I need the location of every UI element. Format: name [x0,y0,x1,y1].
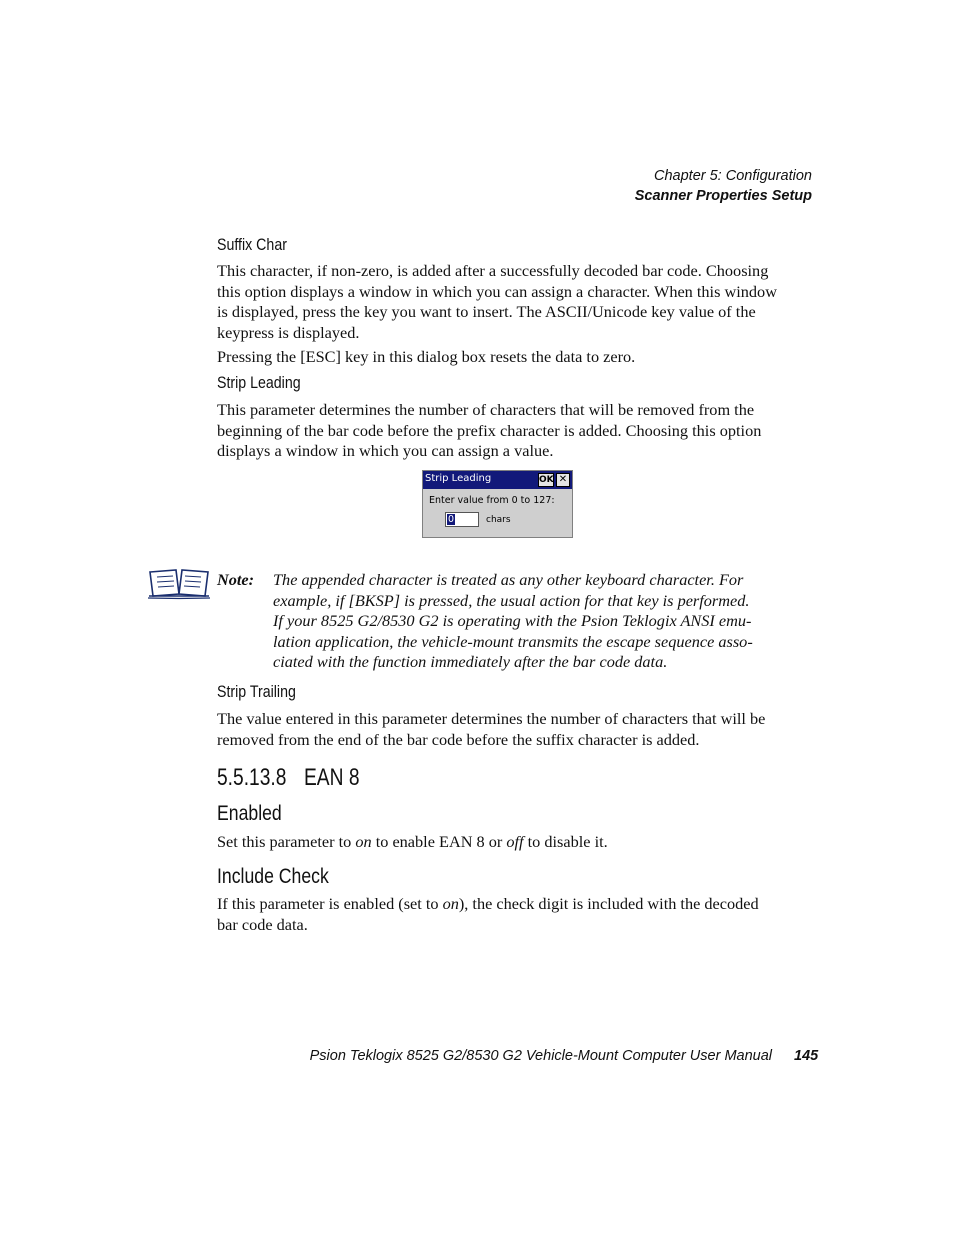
dialog-prompt: Enter value from 0 to 127: [429,495,555,506]
strip-leading-description [217,400,779,462]
on-term: on [355,832,372,851]
enabled-text: to disable it. [523,832,608,851]
note-line: example, if [BKSP] is pressed, the usual action for that key is performed. [273,590,750,610]
enabled-heading: Enabled [217,802,282,825]
section-header: Scanner Properties Setup [634,188,812,204]
section-title: EAN 8 [304,764,360,791]
value-input-text: 0 [448,514,455,525]
note-line: The appended character is treated as any other keyboard character. For [273,570,744,589]
enabled-description [217,832,779,853]
footer-manual-title: Psion Teklogix 8525 G2/8530 G2 Vehicle-Mount Computer User Manual [309,1048,772,1064]
section-title-ean8 [217,764,360,792]
note-label: Note: [217,570,255,589]
strip-leading-paragraph: This parameter determines the number of characters that will be removed from the beginning of the bar code before the prefix character is added. Choosing this option displays a window in which you can assign a value. [217,400,762,460]
close-icon[interactable]: ✕ [556,473,570,487]
dialog-title-bar [423,471,572,489]
include-check-description [217,894,779,935]
note-line: lation application, the vehicle-mount transmits the escape sequence asso- [273,631,753,651]
strip-trailing-heading: Strip Trailing [217,683,296,701]
chapter-header: Chapter 5: Configuration [654,168,812,184]
note-line: If your 8525 G2/8530 G2 is operating with the Psion Teklogix ANSI emu- [273,611,752,630]
strip-trailing-description [217,709,779,750]
include-check-text: ), the check digit is included with the decoded bar code data. [217,894,759,934]
enabled-text: to enable EAN 8 or [371,832,507,851]
section-number: 5.5.13.8 [217,764,287,791]
ok-button[interactable]: OK [539,475,554,485]
strip-leading-dialog [422,470,573,538]
unit-label: chars [486,515,511,525]
enabled-text: Set this parameter to [217,832,356,851]
suffix-char-description [217,261,779,368]
note-line: ciated with the function immediately after the bar code data. [273,652,668,671]
include-check-heading: Include Check [217,865,329,888]
off-term: off [506,832,524,851]
suffix-char-heading: Suffix Char [217,236,287,254]
page-number: 145 [794,1048,819,1064]
value-input[interactable] [445,512,479,527]
include-check-text: If this parameter is enabled (set to [217,894,443,913]
suffix-char-paragraph-2: Pressing the [ESC] key in this dialog box resets the data to zero. [217,347,636,366]
book-icon [147,566,211,605]
strip-leading-heading: Strip Leading [217,374,301,392]
note-text [273,570,783,673]
on-term: on [442,894,459,913]
strip-trailing-paragraph: The value entered in this parameter determines the number of characters that will be removed from the end of the bar code before the suffix character is added. [217,709,766,749]
suffix-char-paragraph-1: This character, if non-zero, is added after a successfully decoded bar code. Choosing this option displays a window in which you can assign a character. When this window is displayed, press the key you want to insert. The ASCII/Unicode key value of the keypress is displayed. [217,261,777,342]
dialog-title: Strip Leading [425,473,492,484]
